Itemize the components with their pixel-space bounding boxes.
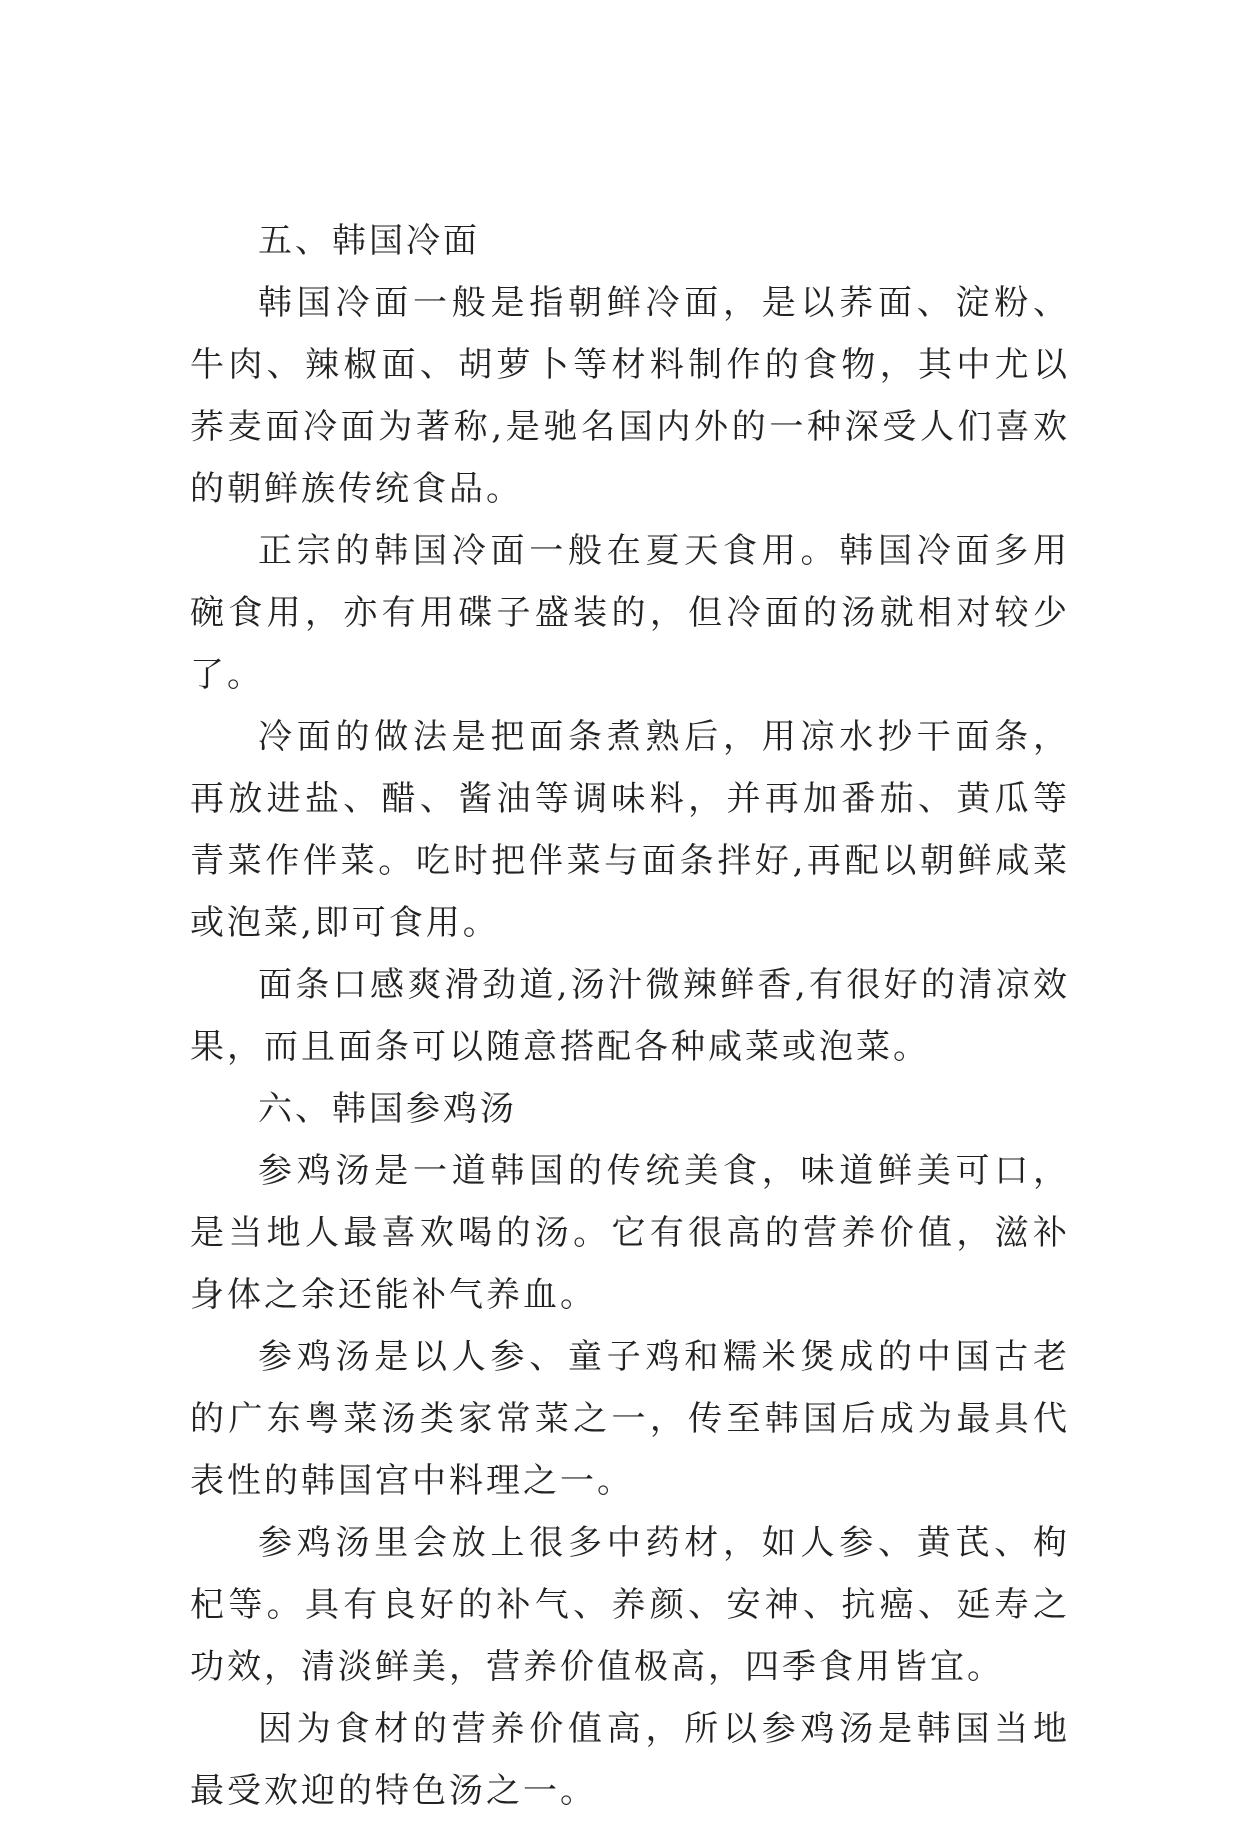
document-page (190, 210, 1070, 1822)
paragraph: 参鸡汤里会放上很多中药材，如人参、黄芪、枸杞等。具有良好的补气、养颜、安神、抗癌、延寿之功效，清淡鲜美，营养价值极高，四季食用皆宜。 (190, 1523, 1070, 1687)
paragraph: 正宗的韩国冷面一般在夏天食用。韩国冷面多用碗食用，亦有用碟子盛装的，但冷面的汤就相对较少了。 (190, 531, 1070, 695)
section-heading-ginseng-chicken-soup: 六、韩国参鸡汤 (258, 1089, 517, 1129)
paragraph: 冷面的做法是把面条煮熟后，用凉水抄干面条，再放进盐、醋、酱油等调味料，并再加番茄、黄瓜等青菜作伴菜。吃时把伴菜与面条拌好,再配以朝鲜咸菜或泡菜,即可食用。 (190, 717, 1070, 943)
paragraph: 因为食材的营养价值高，所以参鸡汤是韩国当地最受欢迎的特色汤之一。 (190, 1709, 1070, 1811)
section-heading-cold-noodles: 五、韩国冷面 (258, 221, 480, 261)
paragraph: 参鸡汤是一道韩国的传统美食，味道鲜美可口，是当地人最喜欢喝的汤。它有很高的营养价值，滋补身体之余还能补气养血。 (190, 1151, 1070, 1315)
paragraph: 面条口感爽滑劲道,汤汁微辣鲜香,有很好的清凉效果，而且面条可以随意搭配各种咸菜或泡菜。 (190, 965, 1070, 1067)
paragraph: 韩国冷面一般是指朝鲜冷面，是以荞面、淀粉、牛肉、辣椒面、胡萝卜等材料制作的食物，其中尤以荞麦面冷面为著称,是驰名国内外的一种深受人们喜欢的朝鲜族传统食品。 (190, 283, 1070, 509)
paragraph: 参鸡汤是以人参、童子鸡和糯米煲成的中国古老的广东粤菜汤类家常菜之一，传至韩国后成为最具代表性的韩国宫中料理之一。 (190, 1337, 1070, 1501)
